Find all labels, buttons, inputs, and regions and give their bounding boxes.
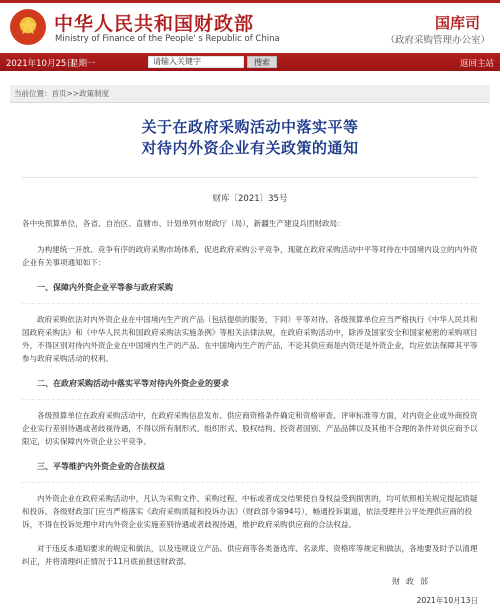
- section-2-heading: 二、在政府采购活动中落实平等对待内外资企业的要求: [37, 379, 229, 388]
- search-input[interactable]: 请输入关键字: [148, 56, 244, 68]
- issue-date: 2021年10月13日: [416, 596, 478, 605]
- search-button[interactable]: 搜索: [247, 56, 277, 68]
- section-divider: [22, 399, 478, 400]
- section-divider: [22, 303, 478, 304]
- ministry-name-en: Ministry of Finance of the People' s Republic of China: [55, 34, 280, 44]
- section-2-body: 各级预算单位在政府采购活动中，在政府采购信息发布、供应商资格条件确定和资格审查、评审标准等方面，对内资企业或外商投资企业实行差别待遇或者歧视待遇，不得以所有制形式、组织形式、股权结构、投资者国别、产品品牌以及其他不合理的条件对供应商予以限定，切实保障内外资企业公平竞争。: [22, 411, 478, 446]
- current-date: 2021年10月25日: [6, 59, 75, 69]
- return-home-link[interactable]: 返回主站: [459, 59, 494, 69]
- national-emblem-icon[interactable]: [10, 9, 46, 45]
- emblem-star-icon: [10, 9, 46, 45]
- top-nav-bar: [0, 53, 500, 71]
- article: [10, 117, 490, 606]
- department-subtitle: （政府采购管理办公室）: [385, 35, 490, 46]
- salutation: 各中央预算单位，各省、自治区、直辖市、计划单列市财政厅（局），新疆生产建设兵团财政局：: [22, 219, 345, 228]
- breadcrumb[interactable]: 当前位置：首页>>政策制度: [10, 85, 490, 103]
- document-number: 财库〔2021〕35号: [212, 194, 288, 204]
- title-divider: [22, 177, 478, 178]
- section-3-body: 内外资企业在政府采购活动中，凡认为采购文件、采购过程、中标或者成交结果使自身权益受到损害的，均可依照相关规定提起质疑和投诉。各级财政部门应当严格落实《政府采购质疑和投诉办法》（财政部令第94号），畅通投诉渠道，依法受理并公平处理供应商的投诉，不得在投诉处理中对内外资企业实施差别待遇或者歧视待遇，维护政府采购供应商的合法权益。: [22, 494, 478, 529]
- issuer-signature: 财政部: [392, 577, 434, 586]
- site-header: [0, 0, 500, 52]
- department-name: 国库司: [434, 14, 480, 32]
- ministry-name-cn: 中华人民共和国财政部: [54, 13, 255, 35]
- section-1-heading: 一、保障内外资企业平等参与政府采购: [37, 283, 173, 292]
- intro-paragraph: 为构建统一开放、竞争有序的政府采购市场体系，促进政府采购公平竞争，现就在政府采购活动中平等对待在中国境内设立的内外资企业有关事项通知如下：: [22, 245, 478, 267]
- section-divider: [22, 482, 478, 483]
- article-title-line-1: 关于在政府采购活动中落实平等: [141, 118, 359, 136]
- section-1-body: 政府采购依法对内外资企业在中国境内生产的产品（包括提供的服务，下同）平等对待。各级预算单位应当严格执行《中华人民共和国政府采购法》和《中华人民共和国政府采购法实施条例》等相关法律法规，在政府采购活动中，除涉及国家安全和国家秘密的采购项目外，不得区别对待内外资企业在中国境内生产的产品。在中国境内生产的产品，不论其供应商是内资还是外资企业，均应依法保障其平等参与政府采购活动的权利。: [22, 315, 478, 363]
- header-spacer: [0, 71, 500, 85]
- closing-paragraph: 对于违反本通知要求的规定和做法，以及违规设立产品、供应商等各类备选库、名录库、资格库等规定和做法，各地要及时予以清理纠正，并将清理纠正情况于11月底前报送财政部。: [22, 544, 478, 566]
- current-weekday: 星期一: [70, 59, 96, 69]
- article-title-line-2: 对待内外资企业有关政策的通知: [141, 139, 359, 157]
- article-title: [22, 117, 478, 159]
- section-3-heading: 三、平等维护内外资企业的合法权益: [37, 462, 165, 471]
